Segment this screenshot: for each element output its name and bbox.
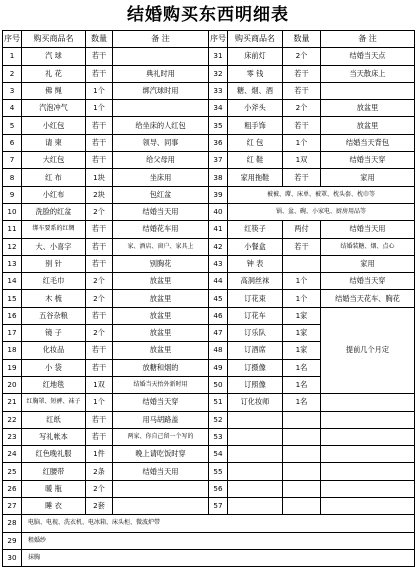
- row-qty: 2个: [86, 325, 113, 342]
- row-note: 结婚当天穿: [113, 394, 209, 411]
- row-note: 放糖和烟的: [113, 359, 209, 376]
- row-qty: 1个: [86, 394, 113, 411]
- row-seq: 15: [3, 290, 22, 307]
- row-seq: 21: [3, 394, 22, 411]
- row-seq: 9: [3, 186, 22, 203]
- row-note: 结婚当天用: [321, 221, 415, 238]
- row-item: 佛 绳: [22, 82, 86, 99]
- row-seq: 35: [209, 117, 228, 134]
- row-item: [228, 428, 283, 445]
- row-note: [113, 480, 209, 497]
- row-seq: 44: [209, 273, 228, 290]
- row-note: 家、酒店、窗户、家具上: [113, 238, 209, 255]
- table-row: [3, 186, 415, 203]
- row-qty: [283, 463, 321, 480]
- row-note: 放盆里: [113, 325, 209, 342]
- row-seq: 49: [209, 359, 228, 376]
- row-qty: 1家: [283, 325, 321, 342]
- table-row: [3, 169, 415, 186]
- row-seq: 52: [209, 411, 228, 428]
- row-note: 放盆里: [321, 117, 415, 134]
- row-note: [321, 463, 415, 480]
- table-row: [3, 48, 415, 65]
- row-seq: 14: [3, 273, 22, 290]
- row-item: 镜 子: [22, 325, 86, 342]
- row-item: 五谷杂粮: [22, 307, 86, 324]
- merged-note: 提前几个月定: [321, 307, 415, 393]
- table-row: [3, 394, 415, 411]
- row-note: 结婚当天抬外新时用: [113, 376, 209, 393]
- row-item: 红 鞋: [228, 152, 283, 169]
- row-seq: 26: [3, 480, 22, 497]
- row-note: 给父母用: [113, 152, 209, 169]
- row-seq: 25: [3, 463, 22, 480]
- row-note: 放盆里: [113, 307, 209, 324]
- row-seq: 39: [209, 186, 228, 203]
- row-seq: 42: [209, 238, 228, 255]
- row-item: 高洞丝袜: [228, 273, 283, 290]
- row-qty: [283, 255, 321, 272]
- row-seq: 47: [209, 325, 228, 342]
- header-note: 备 注: [113, 31, 209, 48]
- row-item: 订照像: [228, 376, 283, 393]
- row-note: 结婚当天背包: [321, 134, 415, 151]
- row-qty: 2块: [86, 186, 113, 203]
- row-seq: 28: [3, 515, 22, 532]
- row-qty: 2条: [86, 463, 113, 480]
- row-qty: [283, 446, 321, 463]
- row-seq: 24: [3, 446, 22, 463]
- table-row: [3, 428, 415, 445]
- row-note: 坐床用: [113, 169, 209, 186]
- header-seq: 序号: [3, 31, 22, 48]
- row-note: [321, 480, 415, 497]
- row-qty: 若干: [86, 359, 113, 376]
- row-qty: 1家: [283, 342, 321, 359]
- row-note: [321, 428, 415, 445]
- row-note: 家用: [321, 169, 415, 186]
- row-seq: 36: [209, 134, 228, 151]
- row-seq: 5: [3, 117, 22, 134]
- row-full-note: 电脑、电视、洗衣机、电冰箱、床头柜、微波炉带: [22, 515, 415, 532]
- table-row: [3, 463, 415, 480]
- row-note: [113, 48, 209, 65]
- row-note: 晚上请吃饭时穿: [113, 446, 209, 463]
- row-seq: 33: [209, 82, 228, 99]
- header-qty: 数量: [283, 31, 321, 48]
- row-seq: 34: [209, 100, 228, 117]
- row-item: 订花束: [228, 290, 283, 307]
- row-item: 红纸: [22, 411, 86, 428]
- row-seq: 27: [3, 498, 22, 515]
- table-row: [3, 203, 415, 220]
- row-seq: 20: [3, 376, 22, 393]
- table-row: [3, 117, 415, 134]
- table-row: [3, 480, 415, 497]
- row-seq: 29: [3, 532, 22, 549]
- row-note: 当天散床上: [321, 65, 415, 82]
- row-item: 红地毯: [22, 376, 86, 393]
- table-row: [3, 549, 415, 566]
- row-seq: 19: [3, 359, 22, 376]
- row-note: 结婚当天穿: [321, 273, 415, 290]
- row-note: 放盆里: [113, 342, 209, 359]
- header-item: 购买商品名: [22, 31, 86, 48]
- row-qty: 1件: [86, 446, 113, 463]
- row-qty: [283, 480, 321, 497]
- row-qty: 1个: [283, 290, 321, 307]
- row-qty: 1个: [86, 82, 113, 99]
- row-seq: 2: [3, 65, 22, 82]
- row-qty: 若干: [86, 255, 113, 272]
- row-note: [113, 100, 209, 117]
- row-note: 放盆里: [113, 273, 209, 290]
- row-seq: 53: [209, 428, 228, 445]
- row-note: 绑汽球时用: [113, 82, 209, 99]
- row-qty: 若干: [86, 238, 113, 255]
- header-seq: 序号: [209, 31, 228, 48]
- row-qty: 若干: [283, 169, 321, 186]
- row-seq: 1: [3, 48, 22, 65]
- table-row: [3, 65, 415, 82]
- row-note: 放盆里: [321, 100, 415, 117]
- row-qty: 1名: [283, 359, 321, 376]
- row-item: 别 针: [22, 255, 86, 272]
- row-item: 床前灯: [228, 48, 283, 65]
- row-qty: 若干: [86, 152, 113, 169]
- row-note: [321, 446, 415, 463]
- row-item: 红胸罩、短裤、袜子: [22, 394, 86, 411]
- row-item: 红筷子: [228, 221, 283, 238]
- row-seq: 54: [209, 446, 228, 463]
- row-note: [113, 498, 209, 515]
- row-seq: 31: [209, 48, 228, 65]
- row-note: 两家、你自己留一个写的: [113, 428, 209, 445]
- row-qty: 1个: [86, 100, 113, 117]
- row-note: 结婚当天用: [113, 203, 209, 220]
- row-item: 红腰带: [22, 463, 86, 480]
- row-item: [228, 411, 283, 428]
- row-seq: 23: [3, 428, 22, 445]
- row-note: 别胸花: [113, 255, 209, 272]
- row-seq: 3: [3, 82, 22, 99]
- table-row: [3, 290, 415, 307]
- table-row: [3, 152, 415, 169]
- row-seq: 17: [3, 325, 22, 342]
- row-item: 礼 花: [22, 65, 86, 82]
- row-item: 请 柬: [22, 134, 86, 151]
- header-note: 备 注: [321, 31, 415, 48]
- header-qty: 数量: [86, 31, 113, 48]
- row-item: 订酒席: [228, 342, 283, 359]
- row-seq: 11: [3, 221, 22, 238]
- row-seq: 40: [209, 203, 228, 220]
- row-seq: 38: [209, 169, 228, 186]
- row-qty: 若干: [283, 65, 321, 82]
- row-item: 写礼帐本: [22, 428, 86, 445]
- row-qty: [283, 428, 321, 445]
- row-qty: 若干: [86, 65, 113, 82]
- row-item: 糖、烟、酒: [228, 82, 283, 99]
- table-row: [3, 411, 415, 428]
- row-seq: 8: [3, 169, 22, 186]
- row-qty: 2套: [86, 498, 113, 515]
- table-body: [3, 48, 415, 567]
- table-row: [3, 515, 415, 532]
- row-seq: 12: [3, 238, 22, 255]
- row-item: 小斧头: [228, 100, 283, 117]
- row-note: [321, 82, 415, 99]
- row-qty: 2个: [86, 273, 113, 290]
- row-note: 放盆里: [113, 290, 209, 307]
- table-row: [3, 238, 415, 255]
- row-note: 给坐床的人红包: [113, 117, 209, 134]
- table-row: [3, 307, 415, 324]
- row-qty: 1个: [283, 134, 321, 151]
- row-qty: 若干: [283, 117, 321, 134]
- row-qty: 2个: [86, 290, 113, 307]
- table-row: [3, 273, 415, 290]
- row-seq: 22: [3, 411, 22, 428]
- row-item: [228, 480, 283, 497]
- row-item: 家用拖鞋: [228, 169, 283, 186]
- row-full-note: 租婚纱: [22, 532, 415, 549]
- row-item: 订化妆师: [228, 394, 283, 411]
- row-seq: 43: [209, 255, 228, 272]
- row-item: 汽 球: [22, 48, 86, 65]
- row-seq: 4: [3, 100, 22, 117]
- row-seq: 55: [209, 463, 228, 480]
- row-item: 大、小喜字: [22, 238, 86, 255]
- row-qty: 若干: [86, 48, 113, 65]
- row-seq: 30: [3, 549, 22, 566]
- row-item: 订乐队: [228, 325, 283, 342]
- table-row: [3, 134, 415, 151]
- row-seq: 51: [209, 394, 228, 411]
- row-item: 暖 瓶: [22, 480, 86, 497]
- row-qty: 2个: [86, 480, 113, 497]
- row-note: 典礼时用: [113, 65, 209, 82]
- row-item: 钟 表: [228, 255, 283, 272]
- row-item: 红 布: [22, 169, 86, 186]
- row-item: 小红布: [22, 186, 86, 203]
- row-item: 化妆品: [22, 342, 86, 359]
- row-qty: 若干: [86, 117, 113, 134]
- row-note: 领导、同事: [113, 134, 209, 151]
- row-item: [228, 446, 283, 463]
- row-qty: 1双: [86, 376, 113, 393]
- row-qty: 若干: [86, 134, 113, 151]
- row-note: 结婚当天用: [113, 463, 209, 480]
- header-item: 购买商品名: [228, 31, 283, 48]
- row-note: 结婚当天花车、胸花: [321, 290, 415, 307]
- row-item: 红色晚礼服: [22, 446, 86, 463]
- row-note: 家用: [321, 255, 415, 272]
- row-qty: 2个: [283, 100, 321, 117]
- row-qty: 2个: [283, 48, 321, 65]
- row-seq: 32: [209, 65, 228, 82]
- row-item: 粗手饰: [228, 117, 283, 134]
- row-item: 小红包: [22, 117, 86, 134]
- row-item: [228, 463, 283, 480]
- row-qty: [283, 411, 321, 428]
- row-item: 订花车: [228, 307, 283, 324]
- page-title: 结婚购买东西明细表: [127, 5, 289, 25]
- row-qty: 2个: [86, 203, 113, 220]
- row-note: 结婚当天点: [321, 48, 415, 65]
- row-item: 大红包: [22, 152, 86, 169]
- row-item: [228, 498, 283, 515]
- row-seq: 16: [3, 307, 22, 324]
- row-full-note: 抹胸: [22, 549, 415, 566]
- row-qty: 两付: [283, 221, 321, 238]
- row-item: 小餐盒: [228, 238, 283, 255]
- row-seq: 13: [3, 255, 22, 272]
- table-row: [3, 82, 415, 99]
- row-item: 小 袋: [22, 359, 86, 376]
- row-item: 木 梳: [22, 290, 86, 307]
- row-item: 零 钱: [228, 65, 283, 82]
- row-note: [321, 411, 415, 428]
- row-note: 结婚花车用: [113, 221, 209, 238]
- row-qty: [283, 498, 321, 515]
- row-qty: 若干: [86, 221, 113, 238]
- row-seq: 41: [209, 221, 228, 238]
- row-qty: 1个: [283, 273, 321, 290]
- table-row: [3, 255, 415, 272]
- row-qty: 若干: [283, 238, 321, 255]
- row-item: 绑车要系的红绸: [22, 221, 86, 238]
- row-note: 用马胡路盖: [113, 411, 209, 428]
- table-row: [3, 498, 415, 515]
- row-seq: 56: [209, 480, 228, 497]
- row-qty: 1双: [283, 152, 321, 169]
- table-row: [3, 446, 415, 463]
- table-row: [3, 532, 415, 549]
- row-seq: 10: [3, 203, 22, 220]
- row-seq: 50: [209, 376, 228, 393]
- row-qty: 1名: [283, 394, 321, 411]
- row-item: 洗脸的红盆: [22, 203, 86, 220]
- row-note: [321, 498, 415, 515]
- shopping-table: [2, 30, 415, 567]
- row-seq: 46: [209, 307, 228, 324]
- row-item: 订摄像: [228, 359, 283, 376]
- row-qty: 若干: [283, 82, 321, 99]
- row-item: 红 包: [228, 134, 283, 151]
- row-item: 汽泡冲气: [22, 100, 86, 117]
- row-seq: 37: [209, 152, 228, 169]
- table-row: [3, 221, 415, 238]
- row-span-note: 锅、盆、碗、小家电、厨房用品等: [228, 203, 415, 220]
- row-note: [321, 394, 415, 411]
- row-note: 包红盆: [113, 186, 209, 203]
- row-qty: 若干: [86, 307, 113, 324]
- row-note: 结婚装糖、烟、点心: [321, 238, 415, 255]
- row-seq: 7: [3, 152, 22, 169]
- row-seq: 57: [209, 498, 228, 515]
- row-qty: 若干: [86, 428, 113, 445]
- header-row: [3, 31, 415, 48]
- row-seq: 18: [3, 342, 22, 359]
- row-qty: 1名: [283, 376, 321, 393]
- row-item: 睡 衣: [22, 498, 86, 515]
- row-item: 红毛巾: [22, 273, 86, 290]
- row-seq: 48: [209, 342, 228, 359]
- row-seq: 6: [3, 134, 22, 151]
- row-note: 结婚当天穿: [321, 152, 415, 169]
- row-qty: 若干: [86, 411, 113, 428]
- row-seq: 45: [209, 290, 228, 307]
- table-row: [3, 100, 415, 117]
- row-span-note: 被被、蓆、床单、被罩、枕头套、枕巾等: [228, 186, 415, 203]
- row-qty: 若干: [86, 342, 113, 359]
- row-qty: 1家: [283, 307, 321, 324]
- row-qty: 1块: [86, 169, 113, 186]
